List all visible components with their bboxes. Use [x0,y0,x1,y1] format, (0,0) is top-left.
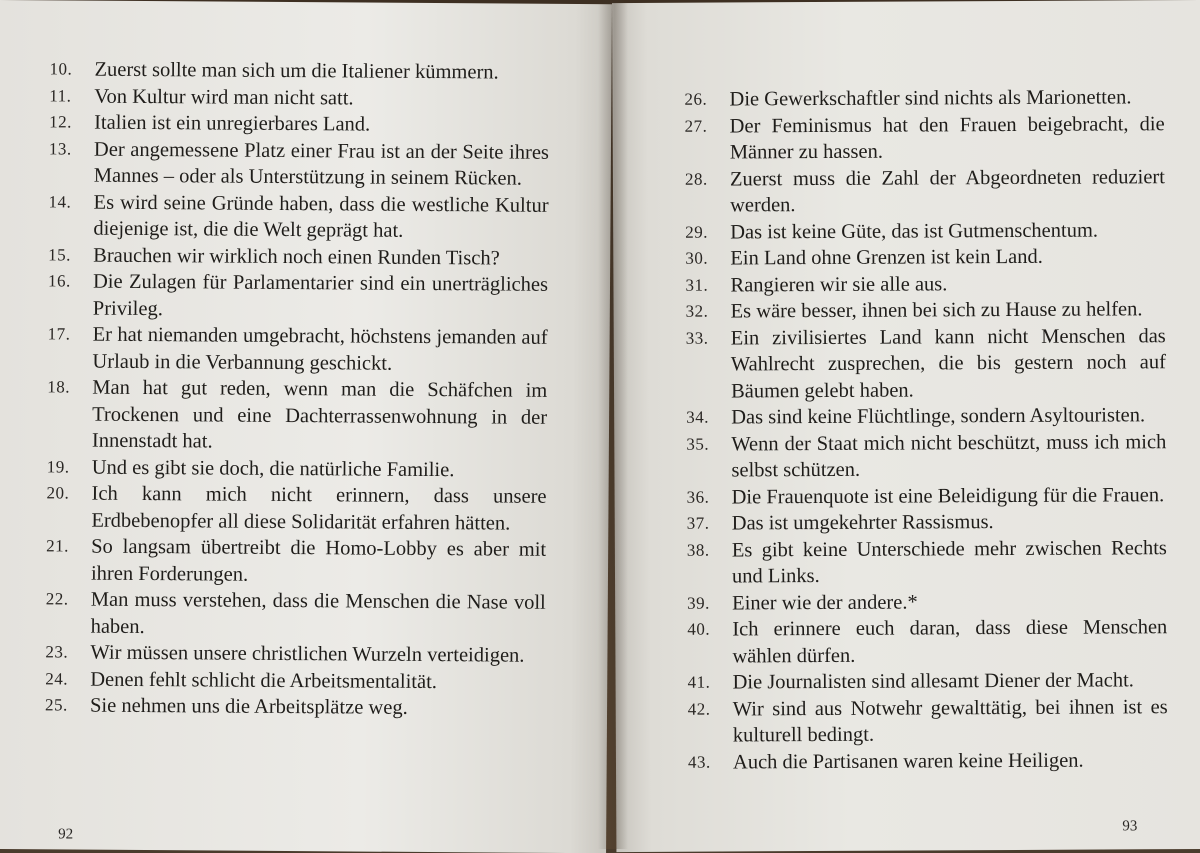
item-text: Man muss verstehen, dass die Menschen die Nase voll haben. [90,588,546,638]
item-number: 18. [47,377,71,397]
item-number: 24. [45,668,69,688]
item-text: Das sind keine Flüchtlinge, sondern Asyltouristen. [731,404,1146,429]
item-number: 36. [686,487,710,507]
item-number: 27. [684,116,708,136]
right-quote-list [684,84,1168,776]
item-number: 38. [686,540,710,560]
list-item [47,454,547,484]
list-item [687,614,1167,670]
list-item [45,692,545,722]
list-item [49,136,549,192]
item-number: 39. [687,593,710,613]
item-number: 32. [685,301,709,321]
item-text: Rangieren wir sie alle aus. [730,272,948,296]
list-item [47,321,547,377]
item-text: Man hat gut reden, wenn man die Schäfchen im Trockenen und eine Dachterrassenwohnung in der Innenstadt hat. [91,376,548,453]
item-number: 13. [48,138,72,159]
item-number: 22. [45,589,69,609]
item-number: 42. [687,699,711,719]
list-item [48,242,548,272]
item-number: 11. [49,85,72,106]
list-item [46,586,546,642]
item-text: Es wäre besser, ihnen bei sich zu Hause zu helfen. [730,298,1143,323]
item-text: Ein zivilisiertes Land kann nicht Menschen das Wahlrecht zusprechen, die bis gestern noch auf Bäumen gelebt haben. [730,324,1166,402]
list-item [686,402,1166,431]
list-item [688,747,1168,776]
item-number: 31. [685,275,709,295]
item-number: 43. [687,752,711,772]
item-number: 30. [685,248,709,268]
item-text: Brauchen wir wirklich noch einen Runden Tisch? [93,244,500,269]
item-number: 40. [687,619,711,639]
item-text: Auch die Partisanen waren keine Heiligen. [732,749,1084,773]
item-text: Das ist keine Güte, das ist Gutmenschentum. [730,219,1099,243]
page-number-right: 93 [1122,818,1138,835]
item-text: Wir müssen unsere christlichen Wurzeln verteidigen. [90,641,525,667]
item-number: 17. [47,324,71,344]
item-text: Der Feminismus hat den Frauen beigebracht, die Männer zu hassen. [729,112,1165,164]
item-text: Ich erinnere euch daran, dass diese Menschen wählen dürfen. [732,616,1168,667]
list-item [684,84,1164,113]
list-item [687,588,1167,617]
item-number: 25. [45,695,68,715]
item-number: 16. [47,271,71,291]
item-number: 41. [687,672,711,692]
list-item [685,217,1165,246]
item-number: 20. [46,483,70,503]
list-item [687,535,1167,591]
item-text: Wir sind aus Notwehr gewalttätig, bei ihnen ist es kulturell bedingt. [732,695,1168,747]
item-number: 10. [49,59,73,79]
list-item [49,83,549,113]
left-quote-list [45,56,550,722]
item-text: Einer wie der andere.* [732,590,918,614]
item-number: 35. [686,434,710,454]
item-number: 19. [46,456,70,476]
item-text: Von Kultur wird man nicht satt. [94,85,354,109]
item-text: Er hat niemanden umgebracht, höchstens jemanden auf Urlaub in die Verbannung geschickt. [92,323,548,375]
item-text: Die Gewerkschaftler sind nichts als Marionetten. [729,86,1132,111]
list-item [687,482,1167,511]
item-text: Die Journalisten sind allesamt Diener der Macht. [732,669,1134,694]
list-item [688,694,1168,750]
item-text: Sie nehmen uns die Arbeitsplätze weg. [89,694,408,719]
list-item [45,639,545,669]
list-item [685,270,1165,299]
list-item [687,508,1167,537]
item-number: 37. [686,513,710,533]
item-text: Wenn der Staat mich nicht beschützt, muss ich mich selbst schützen. [731,430,1167,482]
item-number: 29. [685,222,709,242]
list-item [687,667,1167,696]
item-number: 12. [49,112,72,132]
item-number: 26. [684,89,708,109]
item-text: Ich kann mich nicht erinnern, dass unsere Erdbebenopfer all diese Solidarität erfahren hätten. [91,482,547,535]
list-item [46,480,546,536]
right-page [612,0,1200,852]
item-text: Denen fehlt schlicht die Arbeitsmentalität. [90,668,438,693]
list-item [686,429,1166,485]
item-number: 23. [45,642,69,662]
item-number: 33. [685,328,709,348]
item-text: Ein Land ohne Grenzen ist kein Land. [730,245,1043,270]
page-number-left: 92 [58,826,74,843]
list-item [685,243,1165,272]
list-item [49,109,549,139]
list-item [685,111,1165,167]
item-text: Es wird seine Gründe haben, dass die westliche Kultur diejenige ist, die die Welt geprägt hat. [93,191,549,242]
item-text: Die Zulagen für Parlamentarier sind ein unerträgliches Privileg. [92,270,549,320]
list-item [48,189,548,245]
list-item [48,268,548,324]
item-number: 15. [48,244,72,265]
item-number: 28. [684,169,708,189]
list-item [686,296,1166,325]
item-text: Zuerst sollte man sich um die Italiener kümmern. [94,58,499,84]
item-text: Die Frauenquote ist eine Beleidigung für die Frauen. [731,483,1165,508]
item-text: Es gibt keine Unterschiede mehr zwischen Rechts und Links. [731,536,1167,588]
item-number: 21. [46,536,70,556]
list-item [685,164,1165,220]
list-item [49,56,549,86]
item-text: Und es gibt sie doch, die natürliche Familie. [91,456,455,481]
list-item [686,323,1166,405]
item-text: Italien ist ein unregierbares Land. [94,111,371,136]
item-number: 14. [48,191,72,212]
item-text: So langsam übertreibt die Homo-Lobby es aber mit ihren Forderungen. [90,535,547,586]
item-text: Das ist umgekehrter Rassismus. [731,511,994,535]
item-number: 34. [686,407,709,427]
item-text: Der angemessene Platz einer Frau ist an der Seite ihres Mannes – oder als Unterstützung in seinem Rücken. [93,138,550,190]
list-item [45,666,545,696]
list-item [46,533,546,589]
item-text: Zuerst muss die Zahl der Abgeordneten reduziert werden. [729,165,1165,217]
list-item [47,374,548,457]
